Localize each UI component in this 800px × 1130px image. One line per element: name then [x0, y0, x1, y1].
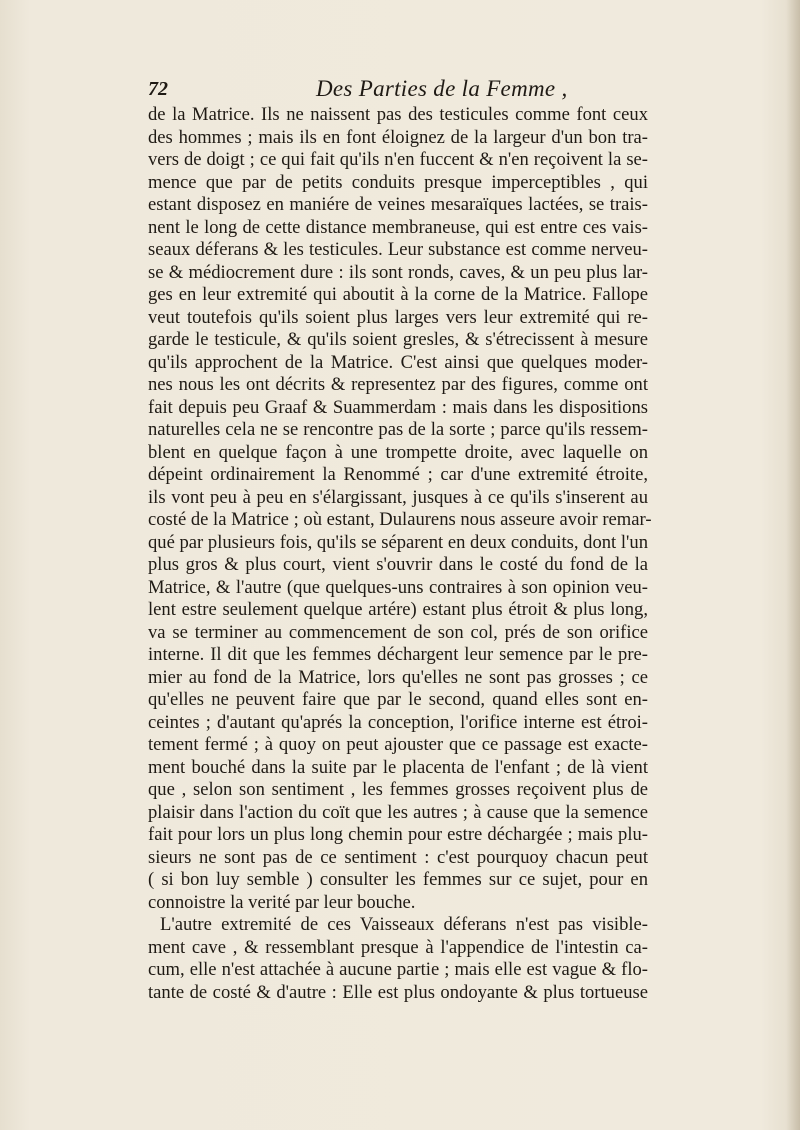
- text-line: blent en quelque façon à une trompette droite, avec laquelle on: [148, 441, 648, 463]
- text-line: tante de costé & d'autre : Elle est plus ondoyante & plus tortueuse: [148, 981, 648, 1003]
- page-number: 72: [148, 78, 168, 100]
- text-line: nes nous les ont décrits & representez par des figures, comme ont: [148, 374, 648, 395]
- page-header: [148, 78, 628, 104]
- text-line: ( si bon luy semble ) consulter les femmes sur ce sujet, pour en: [148, 869, 648, 890]
- text-line: mier au fond de la Matrice, lors qu'elles ne sont pas grosses ; ce: [148, 666, 648, 688]
- text-line: fait depuis peu Graaf & Suammerdam : mais dans les dispositions: [148, 396, 648, 418]
- text-line: plaisir dans l'action du coït que les autres ; à cause que la semence: [148, 801, 648, 823]
- text-line: veut toutefois qu'ils soient plus larges vers leur extremité qui re-: [148, 306, 648, 328]
- text-line: ment cave , & ressemblant presque à l'appendice de l'intestin ca-: [148, 936, 648, 958]
- text-line: costé de la Matrice ; où estant, Dulaurens nous asseure avoir remar-: [148, 509, 652, 530]
- text-line: des hommes ; mais ils en font éloignez de la largeur d'un bon tra-: [148, 126, 648, 148]
- text-line: qu'ils approchent de la Matrice. C'est ainsi que quelques moder-: [148, 351, 648, 373]
- text-line: fait pour lors un plus long chemin pour estre déchargée ; mais plu-: [148, 824, 648, 845]
- running-title: Des Parties de la Femme ,: [316, 76, 568, 101]
- text-line: seaux déferans & les testicules. Leur substance est comme nerveu-: [148, 239, 648, 260]
- text-line: tement fermé ; à quoy on peut ajouster que ce passage est exacte-: [148, 734, 648, 755]
- text-line: qu'elles ne peuvent faire que par le second, quand elles sont en-: [148, 689, 648, 710]
- text-line: que , selon son sentiment , les femmes grosses reçoivent plus de: [148, 779, 648, 800]
- text-line: estant disposez en maniére de veines mesaraïques lactées, se trais-: [148, 194, 648, 215]
- text-line: mence que par de petits conduits presque imperceptibles , qui: [148, 171, 648, 193]
- text-line: qué par plusieurs fois, qu'ils se séparent en deux conduits, dont l'un: [148, 531, 648, 553]
- text-line: ceintes ; d'autant qu'aprés la conception, l'orifice interne est étroi-: [148, 711, 648, 733]
- text-line: va se terminer au commencement de son col, prés de son orifice: [148, 621, 648, 643]
- text-line: cum, elle n'est attachée à aucune partie ; mais elle est vague & flo-: [148, 959, 648, 980]
- text-line: sieurs ne sont pas de ce sentiment : c'est pourquoy chacun peut: [148, 846, 648, 868]
- text-line: interne. Il dit que les femmes déchargent leur semence par le pre-: [148, 644, 648, 665]
- text-line: se & médiocrement dure : ils sont ronds, caves, & un peu plus lar-: [148, 261, 648, 283]
- text-line: ils vont peu à peu en s'élargissant, jusques à ce qu'ils s'inserent au: [148, 486, 648, 508]
- body-text: [148, 104, 652, 1004]
- text-line: de la Matrice. Ils ne naissent pas des testicules comme font ceux: [148, 104, 648, 125]
- text-line: Matrice, & l'autre (que quelques-uns contraires à son opinion veu-: [148, 576, 648, 598]
- text-line: dépeint ordinairement la Renommé ; car d'une extremité étroite,: [148, 464, 648, 485]
- text-line: connoistre la verité par leur bouche.: [148, 891, 416, 913]
- text-line: naturelles cela ne se rencontre pas de la sorte ; parce qu'ils ressem-: [148, 419, 648, 440]
- text-line: garde le testicule, & qu'ils soient gresles, & s'étrecissent à mesure: [148, 329, 648, 350]
- text-line: ges en leur extremité qui aboutit à la corne de la Matrice. Fallope: [148, 284, 648, 305]
- text-line: L'autre extremité de ces Vaisseaux déferans n'est pas visible-: [160, 914, 648, 935]
- page-edge-shadow: [786, 0, 800, 1130]
- text-line: plus gros & plus court, vient s'ouvrir dans le costé du fond de la: [148, 554, 648, 575]
- text-line: vers de doigt ; ce qui fait qu'ils n'en fuccent & n'en reçoivent la se-: [148, 149, 648, 170]
- text-line: nent le long de cette distance membraneuse, qui est entre ces vais-: [148, 216, 648, 238]
- text-line: ment bouché dans la suite par le placenta de l'enfant ; de là vient: [148, 756, 648, 778]
- text-line: lent estre seulement quelque artére) estant plus étroit & plus long,: [148, 599, 648, 620]
